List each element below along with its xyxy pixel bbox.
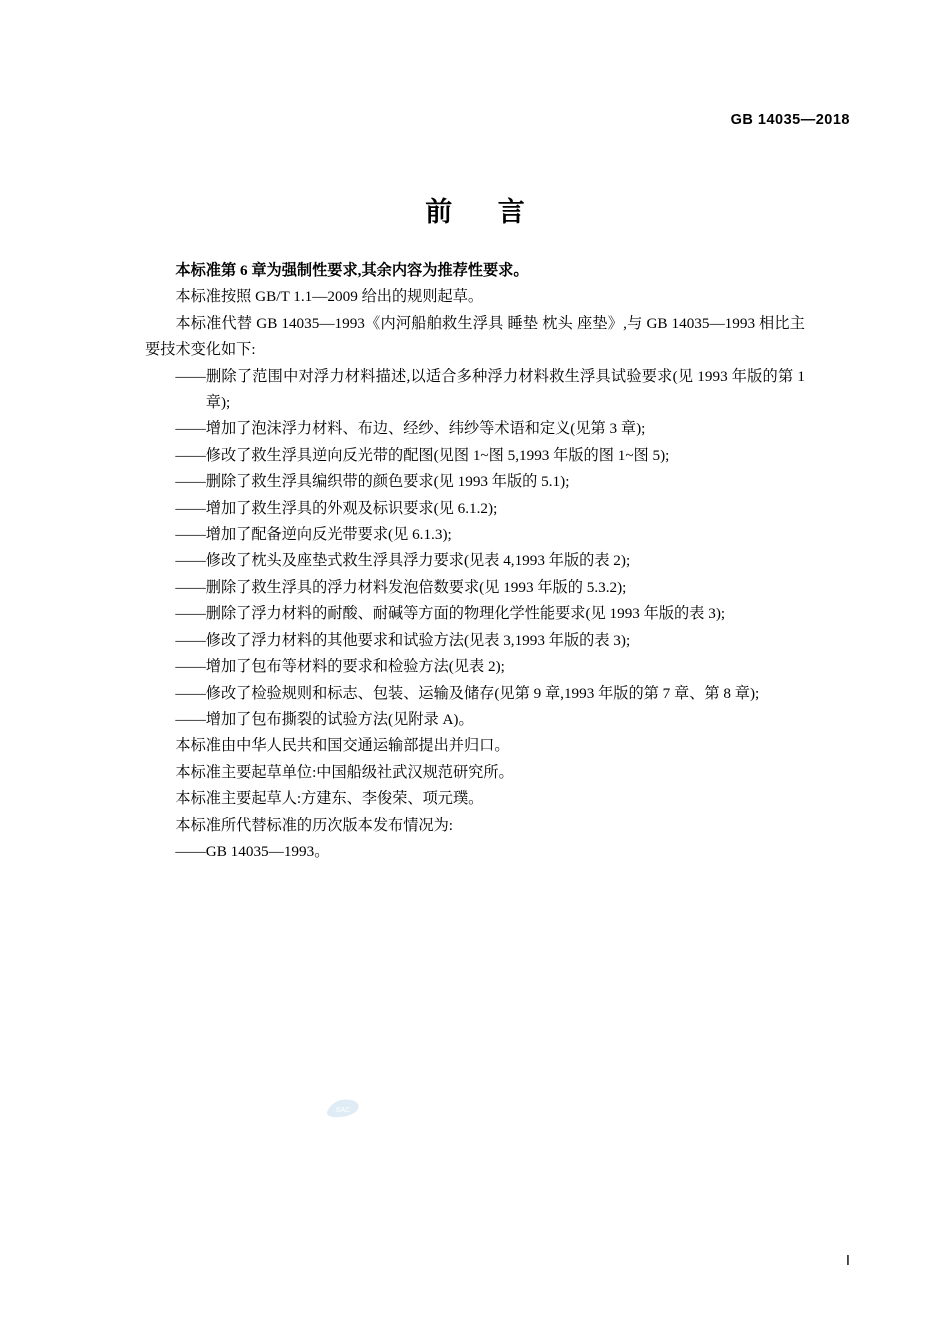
list-item: ——删除了范围中对浮力材料描述,以适合多种浮力材料救生浮具试验要求(见 1993 年版的第 1 章);	[175, 367, 805, 412]
page-number: Ⅰ	[845, 1254, 850, 1269]
list-item: ——增加了配备逆向反光带要求(见 6.1.3);	[175, 526, 452, 544]
list-item: ——修改了浮力材料的其他要求和试验方法(见表 3,1993 年版的表 3);	[175, 631, 631, 649]
list-item: ——增加了救生浮具的外观及标识要求(见 6.1.2);	[175, 499, 498, 517]
list-item: ——增加了包布撕裂的试验方法(见附录 A)。	[175, 710, 474, 728]
list-item: ——修改了救生浮具逆向反光带的配图(见图 1~图 5,1993 年版的图 1~图 5);	[175, 446, 670, 464]
paragraph: 本标准代替 GB 14035—1993《内河船舶救生浮具 睡垫 枕头 座垫》,与 GB 14035—1993 相比主要技术变化如下:	[145, 314, 805, 359]
sac-watermark-icon	[325, 1096, 361, 1122]
standard-number-header: GB 14035—2018	[730, 112, 850, 128]
paragraph: 本标准由中华人民共和国交通运输部提出并归口。	[175, 737, 510, 755]
list-item: ——修改了检验规则和标志、包装、运输及储存(见第 9 章,1993 年版的第 7 章、第 8 章);	[175, 684, 760, 702]
list-item: ——删除了救生浮具编织带的颜色要求(见 1993 年版的 5.1);	[175, 473, 570, 491]
foreword-body	[145, 258, 805, 865]
page-title: 前 言	[425, 197, 543, 228]
list-item: ——修改了枕头及座垫式救生浮具浮力要求(见表 4,1993 年版的表 2);	[175, 552, 631, 570]
list-item: ——删除了浮力材料的耐酸、耐碱等方面的物理化学性能要求(见 1993 年版的表 3);	[175, 605, 726, 623]
svg-text:SAC: SAC	[335, 1107, 351, 1114]
list-item: ——增加了泡沫浮力材料、布边、经纱、纬纱等术语和定义(见第 3 章);	[175, 420, 646, 438]
list-item: ——增加了包布等材料的要求和检验方法(见表 2);	[175, 658, 505, 676]
paragraph: 本标准所代替标准的历次版本发布情况为:	[175, 816, 453, 834]
paragraph: 本标准主要起草单位:中国船级社武汉规范研究所。	[175, 763, 514, 781]
paragraph: 本标准第 6 章为强制性要求,其余内容为推荐性要求。	[175, 262, 529, 279]
list-item: ——GB 14035—1993。	[175, 842, 330, 860]
paragraph: 本标准按照 GB/T 1.1—2009 给出的规则起草。	[175, 288, 484, 306]
list-item: ——删除了救生浮具的浮力材料发泡倍数要求(见 1993 年版的 5.3.2);	[175, 578, 627, 596]
paragraph: 本标准主要起草人:方建东、李俊荣、项元璞。	[175, 790, 484, 808]
